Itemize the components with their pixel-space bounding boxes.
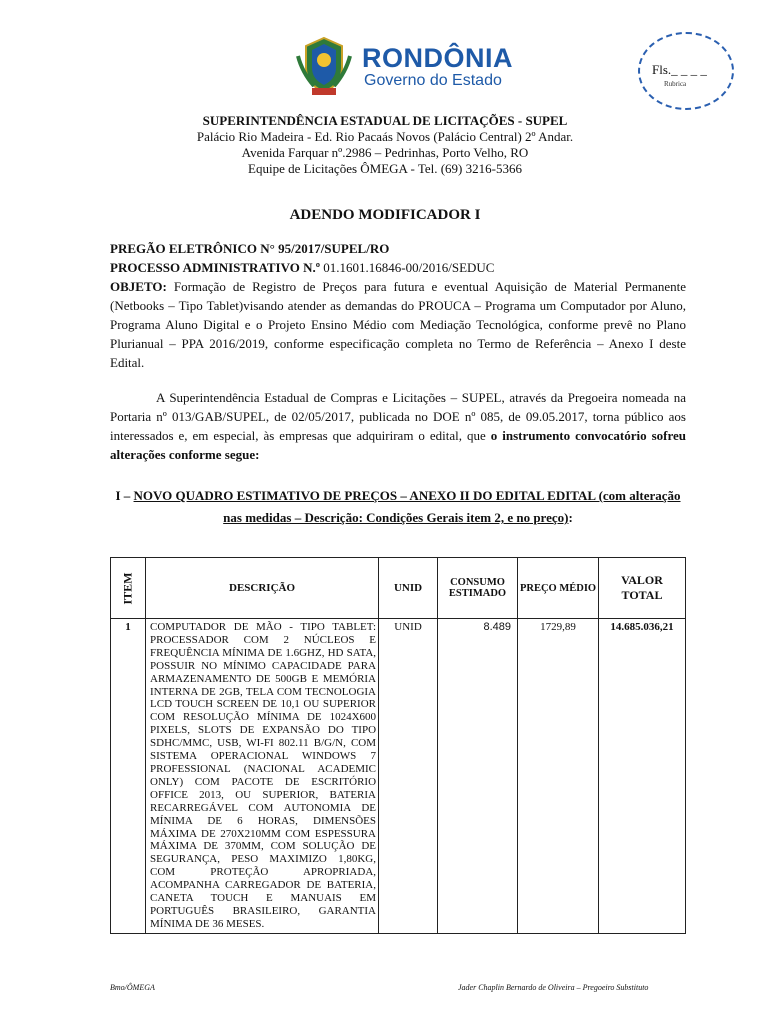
header-line-2: Palácio Rio Madeira - Ed. Rio Pacaás Novos (Palácio Central) 2º Andar.	[196, 129, 574, 144]
cell-consumo: 8.489	[438, 619, 518, 934]
folio-stamp	[638, 32, 734, 110]
document-title: ADENDO MODIFICADOR I	[289, 207, 481, 223]
section-suffix: :	[568, 510, 573, 525]
cell-preco: 1729,89	[518, 619, 599, 934]
intro-paragraph	[110, 388, 686, 464]
cell-valor: 14.685.036,21	[599, 619, 686, 934]
col-descricao: DESCRIÇÃO	[146, 558, 379, 619]
rubrica-label: Rubrica	[664, 80, 687, 88]
section-title: NOVO QUADRO ESTIMATIVO DE PREÇOS – ANEXO II DO EDITAL EDITAL (com alteração nas medidas – Descrição: Condições Gerais item 2, e no preço)	[133, 488, 681, 525]
processo-value: 01.1601.16846-00/2016/SEDUC	[320, 260, 495, 275]
objeto-text: Formação de Registro de Preços para futura e eventual Aquisição de Material Permanente (Netbooks – Tipo Tablet)visando atender as demandas do PROUCA – Programa um Computador por Aluno, Programa Aluno Digital e o Projeto Ensino Médio com Mediação Tecnológica, conforme prevê no Plano Plurianual – PPA 2016/2019, conforme especificação completa no Termo de Referência – Anexo I deste Edital.	[110, 279, 686, 370]
footer-left: Bmo/ÔMEGA	[110, 983, 155, 992]
intro-text: A Superintendência Estadual de Compras e Licitações – SUPEL, através da Pregoeira nomeada na Portaria nº 013/GAB/SUPEL, de 02/05/2017, publicada no DOE nº 085, de 09.05.2017, torna público aos interessados e, em especial, às empresas que adquiriram o edital, que	[110, 390, 686, 443]
col-item-label: ITEM	[120, 571, 135, 605]
header-line-1: SUPERINTENDÊNCIA ESTADUAL DE LICITAÇÕES - SUPEL	[202, 113, 568, 128]
footer-right: Jader Chaplin Bernardo de Oliveira – Pregoeiro Substituto	[458, 983, 649, 992]
objeto-label: OBJETO:	[110, 279, 167, 294]
section-prefix: I –	[115, 488, 134, 503]
cell-item: 1	[111, 619, 146, 934]
processo-label: PROCESSO ADMINISTRATIVO N.º	[110, 260, 321, 275]
col-preco: PREÇO MÉDIO	[518, 558, 599, 619]
col-valor: VALOR TOTAL	[599, 558, 686, 619]
cell-unid: UNID	[379, 619, 438, 934]
intro-bold-text: o instrumento convocatório sofreu alterações conforme segue:	[110, 428, 687, 462]
col-item	[111, 558, 146, 619]
header-line-4: Equipe de Licitações ÔMEGA - Tel. (69) 3216-5366	[248, 161, 522, 176]
institution-header	[0, 113, 770, 177]
objeto-paragraph	[110, 277, 686, 372]
process-info	[110, 239, 686, 372]
section-heading	[110, 485, 686, 529]
cell-descricao: COMPUTADOR DE MÃO - TIPO TABLET: PROCESSADOR COM 2 NÚCLEOS E FREQUÊNCIA MÍNIMA DE 1.6GHZ, HD SATA, POSSUIR NO MÍNIMO CAPACIDADE PARA ARMAZENAMENTO DE 500GB E MEMÓRIA INTERNA DE 2GB, TELA COM TECNOLOGIA LCD TOUCH SCREEN DE 10,1 OU SUPERIOR COM RESOLUÇÃO MÍNIMA DE 1024X600 PIXELS, SLOTS DE EXPANSÃO DO TIPO SDHC/MMC, USB, WI-FI 802.11 B/G/N, COM SISTEMA OPERACIONAL WINDOWS 7 PROFESSIONAL (NACIONAL ACADEMIC ONLY) COM PACOTE DE ESCRITÓRIO OFFICE 2013, OU SUPERIOR, BATERIA RECARREGÁVEL COM AUTONOMIA DE MÍNIMA DE 6 HORAS, DIMENSÕES MÁXIMA DE 270X210MM COM ESPESSURA MÁXIMA DE 370MM, COM SOLUÇÃO DE SEGURANÇA, PESO MAXIMIZO 1,80KG, COM PROTEÇÃO APROPRIADA, ACOMPANHA CARREGADOR DE BATERIA, CANETA TOUCH E MANUAIS EM PORTUGUÊS BRASILEIRO, GARANTIA MÍNIMA DE 36 MESES.	[146, 619, 379, 934]
folio-number: Fls._ _ _ _	[652, 62, 707, 77]
processo-line	[110, 258, 686, 277]
brand	[362, 44, 513, 90]
price-table	[110, 557, 686, 934]
col-unid: UNID	[379, 558, 438, 619]
table-header-row	[111, 558, 686, 619]
table-row	[111, 619, 686, 934]
brand-subtitle: Governo do Estado	[364, 72, 502, 89]
pregao-line: PREGÃO ELETRÔNICO N° 95/2017/SUPEL/RO	[110, 241, 390, 256]
col-consumo: CONSUMO ESTIMADO	[438, 558, 518, 619]
state-coat-of-arms-logo	[292, 34, 356, 98]
header-line-3: Avenida Farquar nº.2986 – Pedrinhas, Porto Velho, RO	[241, 145, 529, 160]
brand-name: RONDÔNIA	[362, 43, 513, 73]
